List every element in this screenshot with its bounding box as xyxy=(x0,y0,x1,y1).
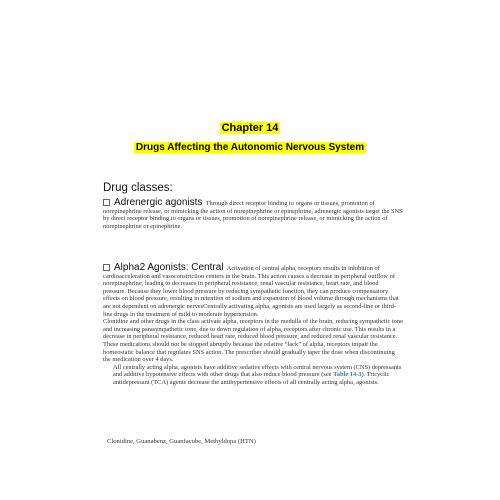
section-heading: Alpha2 Agonists: Central xyxy=(114,262,224,273)
chapter-title: Chapter 14 xyxy=(221,122,279,134)
section-adrenergic-agonists xyxy=(103,199,403,230)
section-heading: Adrenergic agonists xyxy=(114,197,203,208)
paragraph-3-text-a: All centrally acting alpha, agonists have additive sedative effects with central nervous system (CNS) depressants and additive hypotensive effects with other drugs that also reduce blood pressure (see xyxy=(113,363,402,379)
checkbox-bullet-icon xyxy=(103,199,110,206)
section-paragraph-3 xyxy=(103,364,403,387)
chapter-subtitle-line xyxy=(0,142,500,153)
chapter-subtitle: Drugs Affecting the Autonomic Nervous System xyxy=(135,142,365,153)
section-alpha2-agonists xyxy=(103,264,403,387)
checkbox-bullet-icon xyxy=(103,264,110,271)
section-body: Activation of central alpha, receptors results in inhibition of cardioacceleration and vasoconstriction centers in the brain. This action causes a decrease in peripheral outflow of norepinephrine, leading to decreases in peripheral resistance, renal vascular resistance, heart rate, and blood pressure. Because they lower blood pressure by reducing sympathetic function, they can produce compensatory effects on blood pressure, resulting in retention of sodium and expansion of blood volume through mechanisms that are not dependent on adrenergic nervesCentrally activating alpha, agonists are used largely as second-line or third-line drugs in the treatment of mild to moderate hypertension. xyxy=(103,265,399,318)
drug-examples-line: Clonidine, Guanabenz, Guanfacube, Methyldopa (HTN) xyxy=(107,438,256,445)
chapter-heading xyxy=(0,122,500,134)
section-body: Through direct receptor binding to organs or tissues, promotion of norepinephrine release, or mimicking the action of norepinephrine or epinephrine, adrenergic agonists target the SNS by direct receptor binding to organs or tissues, promotion of norepinephrine release, or mimicking the action of norepinephrine or epinephrine. xyxy=(103,200,403,230)
drug-classes-label: Drug classes: xyxy=(103,182,173,194)
paragraph-3-text-b: ). Tricyclic antidepressant (TCA) agents decrease the antihypertensive effects of all centrally acting alpha, agonists. xyxy=(113,371,390,386)
table-reference-link[interactable]: Table 14-3 xyxy=(333,371,362,379)
section-paragraph-2: Clonidine and other drugs in the class activate alpha, receptors in the medulla of the brain, reducing sympathetic tone and increasing parasympathetic tone, due to down regulation of alpha, receptors after chronic use. This results in a decrease in peripheral resistance, reduced heart rate, reduced blood pressure, and reduced renal vascular resistance. These medications should not be stopped abruptly because the relative “lack” of alpha, receptors impair the homeostatic balance that regulates SNS action. The prescriber should gradually taper the dose when discontinuing the medication over 4 days. xyxy=(103,318,403,364)
